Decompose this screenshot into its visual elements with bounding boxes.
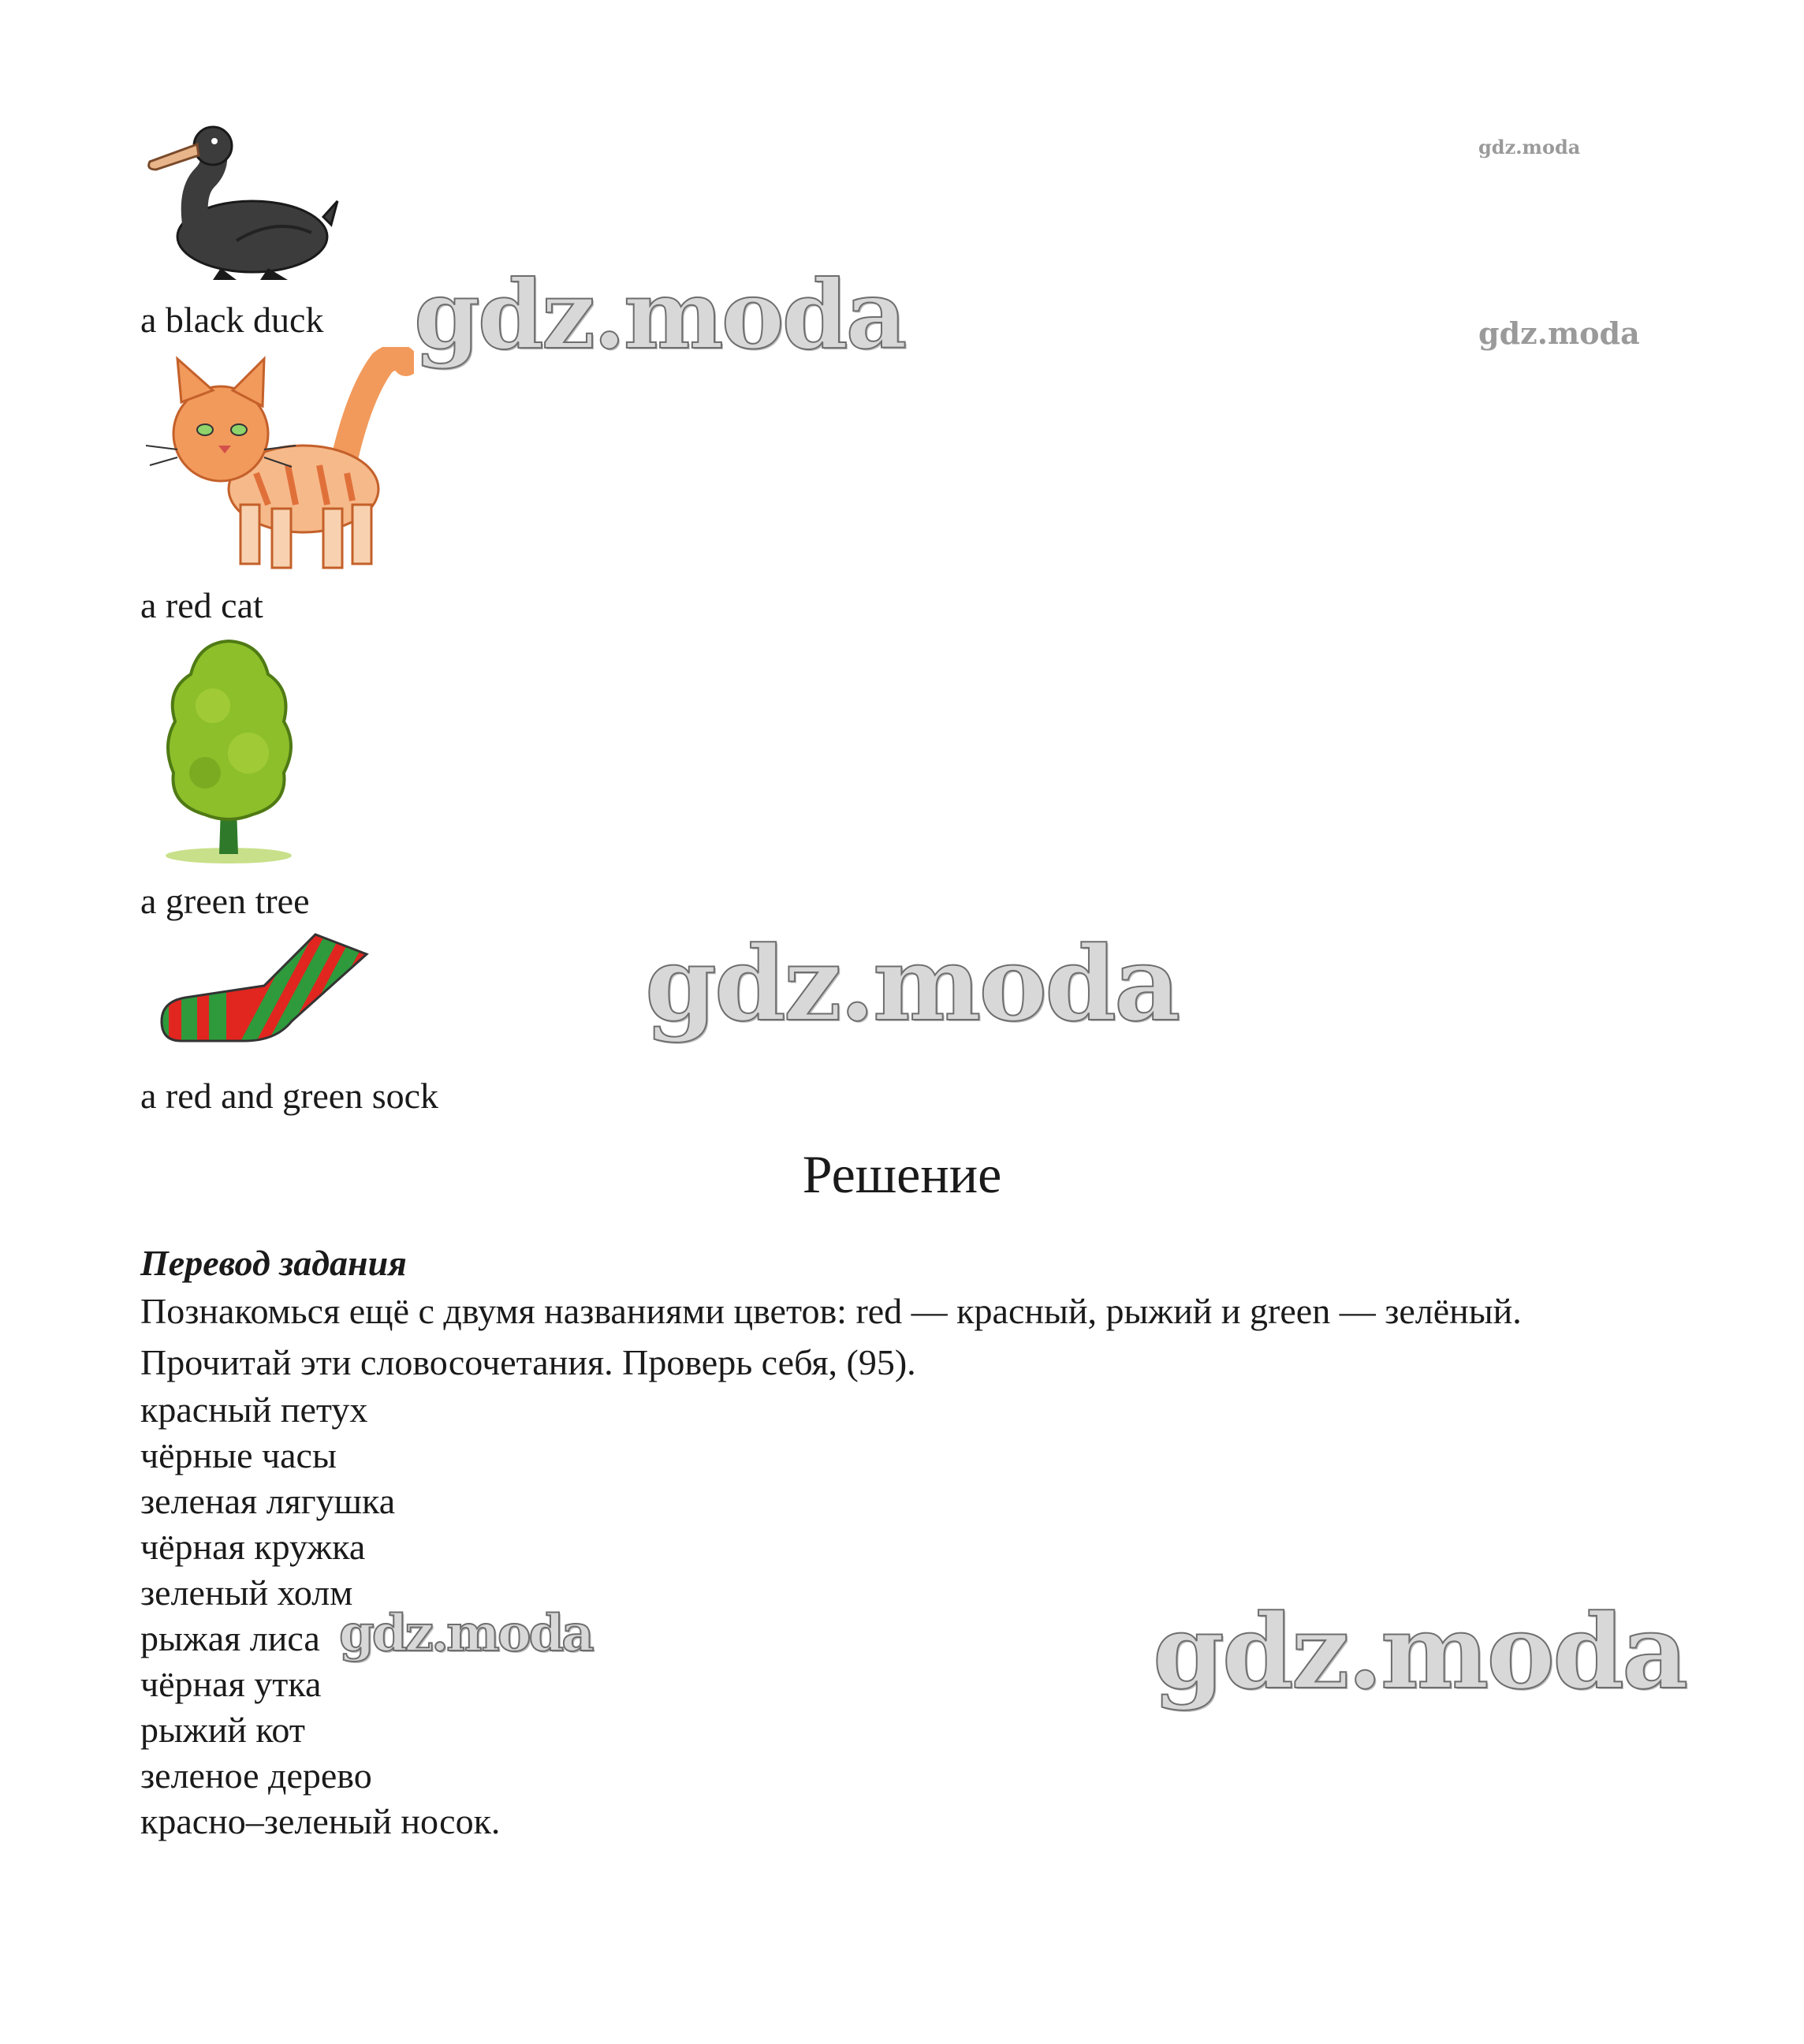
phrase-7: чёрная утка	[140, 1664, 322, 1704]
duck-illustration	[142, 122, 339, 284]
intro-line-2: Прочитай эти словосочетания. Проверь себя, (95).	[140, 1342, 916, 1382]
tree-caption: a green tree	[140, 881, 310, 921]
phrase-5: зеленый холм	[140, 1572, 353, 1613]
phrase-2: чёрные часы	[140, 1435, 337, 1475]
watermark-middle: gdz.moda	[645, 923, 1179, 1044]
watermark-bottom-right: gdz.moda	[1153, 1591, 1687, 1712]
intro-line-1: Познакомься ещё с двумя названиями цветов: red — красный, рыжий и green — зелёный.	[140, 1291, 1522, 1331]
phrase-1: красный петух	[140, 1389, 368, 1430]
watermark-tiny: gdz.moda	[1478, 136, 1581, 159]
duck-caption: a black duck	[140, 300, 324, 340]
sock-caption: a red and green sock	[140, 1076, 439, 1116]
tree-illustration	[158, 635, 300, 867]
cat-caption: a red cat	[140, 585, 263, 625]
phrase-9: зеленое дерево	[140, 1755, 372, 1796]
phrase-8: рыжий кот	[140, 1710, 305, 1750]
watermark-top: gdz.moda	[414, 259, 905, 371]
translation-subtitle: Перевод задания	[140, 1243, 407, 1283]
watermark-small: gdz.moda	[1478, 315, 1640, 351]
phrase-3: зеленая лягушка	[140, 1481, 396, 1521]
sock-illustration	[158, 931, 371, 1049]
phrase-6: рыжая лиса	[140, 1618, 320, 1658]
phrase-10: красно–зеленый носок.	[140, 1801, 501, 1841]
watermark-inline: gdz.moda	[339, 1604, 592, 1663]
cat-illustration	[146, 347, 414, 576]
solution-heading: Решение	[802, 1144, 1002, 1204]
phrase-4: чёрная кружка	[140, 1527, 366, 1567]
